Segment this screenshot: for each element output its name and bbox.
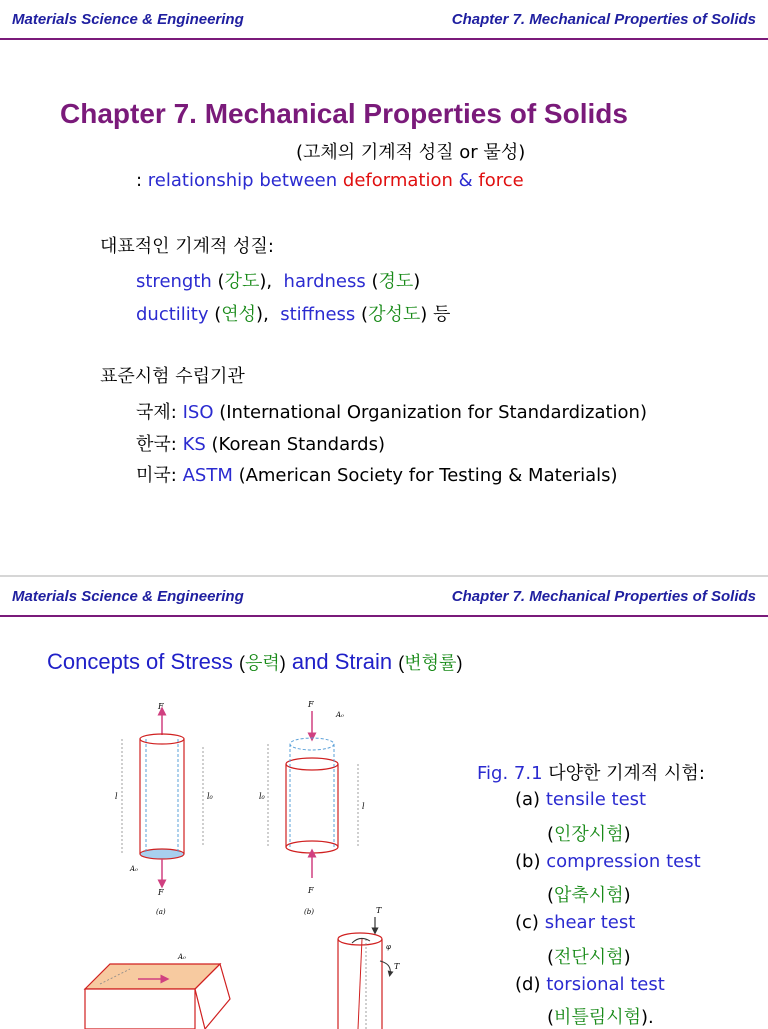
section-title-stress-ko: 응력 bbox=[244, 653, 280, 673]
standard-region: 국제: bbox=[136, 402, 177, 423]
svg-text:A₀: A₀ bbox=[336, 711, 344, 719]
standard-row bbox=[136, 461, 618, 487]
property-hardness-ko: 경도 bbox=[378, 271, 414, 292]
test-specimen-figure bbox=[40, 699, 440, 1029]
property-strength: strength bbox=[136, 271, 212, 292]
svg-text:A₀: A₀ bbox=[130, 865, 138, 873]
svg-text:F: F bbox=[158, 888, 164, 897]
test-letter: (b) bbox=[515, 851, 541, 872]
page-subtitle: (고체의 기계적 성질 or 물성) bbox=[296, 142, 526, 163]
relation-amp: & bbox=[452, 170, 479, 191]
relation-prefix: : bbox=[136, 170, 148, 191]
properties-heading: 대표적인 기계적 성질: bbox=[100, 236, 274, 257]
header-chapter-title: Chapter 7. Mechanical Properties of Solids bbox=[451, 588, 756, 605]
test-letter: (c) bbox=[515, 912, 539, 933]
test-name-ko: 비틀림시험 bbox=[554, 1007, 641, 1028]
section-title-strain-ko: 변형률 bbox=[404, 653, 457, 673]
svg-text:φ: φ bbox=[386, 943, 391, 951]
torsion-specimen-diagram bbox=[338, 906, 400, 1029]
property-hardness: hardness bbox=[283, 271, 366, 292]
svg-text:l: l bbox=[362, 802, 365, 811]
test-item bbox=[515, 851, 701, 872]
svg-text:F: F bbox=[308, 700, 314, 709]
test-item-ko: (비틀림시험). bbox=[547, 1007, 654, 1028]
svg-text:T: T bbox=[394, 962, 400, 971]
relation-text: relationship between bbox=[147, 170, 343, 191]
section-title: Concepts of Stress (응력) and Strain (변형률) bbox=[47, 649, 463, 674]
page-title: Chapter 7. Mechanical Properties of Solids bbox=[60, 98, 628, 129]
property-etc: 등 bbox=[432, 304, 451, 325]
standard-full: (Korean Standards) bbox=[205, 434, 386, 455]
header-course-title: Materials Science & Engineering bbox=[12, 11, 244, 28]
svg-text:T: T bbox=[376, 906, 382, 915]
test-name-ko: 전단시험 bbox=[554, 947, 624, 968]
test-name: shear test bbox=[544, 912, 636, 933]
test-item bbox=[515, 912, 635, 933]
property-ductility-ko: 연성 bbox=[221, 304, 257, 325]
test-item-ko: (압축시험) bbox=[547, 885, 631, 906]
section-title-strain: and Strain bbox=[285, 649, 399, 674]
compression-specimen-diagram bbox=[259, 700, 365, 916]
header-chapter-title: Chapter 7. Mechanical Properties of Solids bbox=[451, 11, 756, 28]
standard-abbr: ASTM bbox=[182, 465, 233, 486]
standard-abbr: KS bbox=[182, 434, 206, 455]
slide-header bbox=[0, 577, 768, 617]
svg-text:(b): (b) bbox=[304, 908, 314, 916]
standard-row bbox=[136, 430, 385, 456]
standard-row bbox=[136, 398, 647, 424]
svg-text:(a): (a) bbox=[156, 908, 166, 916]
section-title-stress: Concepts of Stress bbox=[47, 649, 239, 674]
property-ductility: ductility bbox=[136, 304, 209, 325]
header-course-title: Materials Science & Engineering bbox=[12, 588, 244, 605]
property-line-2: ductility (연성), stiffness (강성도) 등 bbox=[136, 304, 451, 325]
relation-force: force bbox=[478, 170, 524, 191]
svg-text:l: l bbox=[115, 792, 118, 801]
test-letter: (d) bbox=[515, 974, 541, 995]
test-name-ko: 인장시험 bbox=[554, 824, 624, 845]
test-item bbox=[515, 789, 646, 810]
figure-label: Fig. 7.1 bbox=[477, 763, 543, 784]
figure-description: 다양한 기계적 시험: bbox=[542, 763, 705, 784]
test-item-ko: (인장시험) bbox=[547, 824, 631, 845]
test-item bbox=[515, 974, 665, 995]
property-line-1: strength (강도), hardness (경도) bbox=[136, 271, 421, 292]
standards-heading: 표준시험 수립기관 bbox=[100, 366, 245, 387]
standard-region: 한국: bbox=[136, 434, 177, 455]
header-divider bbox=[0, 615, 768, 617]
slide-2 bbox=[0, 577, 768, 1028]
test-item-ko: (전단시험) bbox=[547, 947, 631, 968]
svg-text:l₀: l₀ bbox=[207, 792, 213, 801]
svg-text:l₀: l₀ bbox=[259, 792, 265, 801]
svg-text:A₀: A₀ bbox=[178, 953, 186, 961]
tensile-specimen-diagram bbox=[115, 702, 214, 916]
test-name: compression test bbox=[546, 851, 701, 872]
figure-caption bbox=[477, 759, 705, 785]
property-stiffness-ko: 강성도 bbox=[368, 304, 421, 325]
test-name: tensile test bbox=[545, 789, 647, 810]
relation-deformation: deformation bbox=[342, 170, 453, 191]
relation-line bbox=[136, 170, 524, 191]
property-stiffness: stiffness bbox=[280, 304, 356, 325]
test-letter: (a) bbox=[515, 789, 541, 810]
test-name: torsional test bbox=[546, 974, 665, 995]
slide-header bbox=[0, 0, 768, 40]
property-strength-ko: 강도 bbox=[224, 271, 260, 292]
svg-text:F: F bbox=[158, 702, 164, 711]
standard-region: 미국: bbox=[136, 465, 177, 486]
standard-full: (American Society for Testing & Materials) bbox=[232, 465, 618, 486]
test-name-ko: 압축시험 bbox=[554, 885, 624, 906]
svg-text:F: F bbox=[308, 886, 314, 895]
header-divider bbox=[0, 38, 768, 40]
standard-abbr: ISO bbox=[182, 402, 214, 423]
standard-full: (International Organization for Standardization) bbox=[213, 402, 647, 423]
shear-specimen-diagram bbox=[85, 953, 230, 1029]
